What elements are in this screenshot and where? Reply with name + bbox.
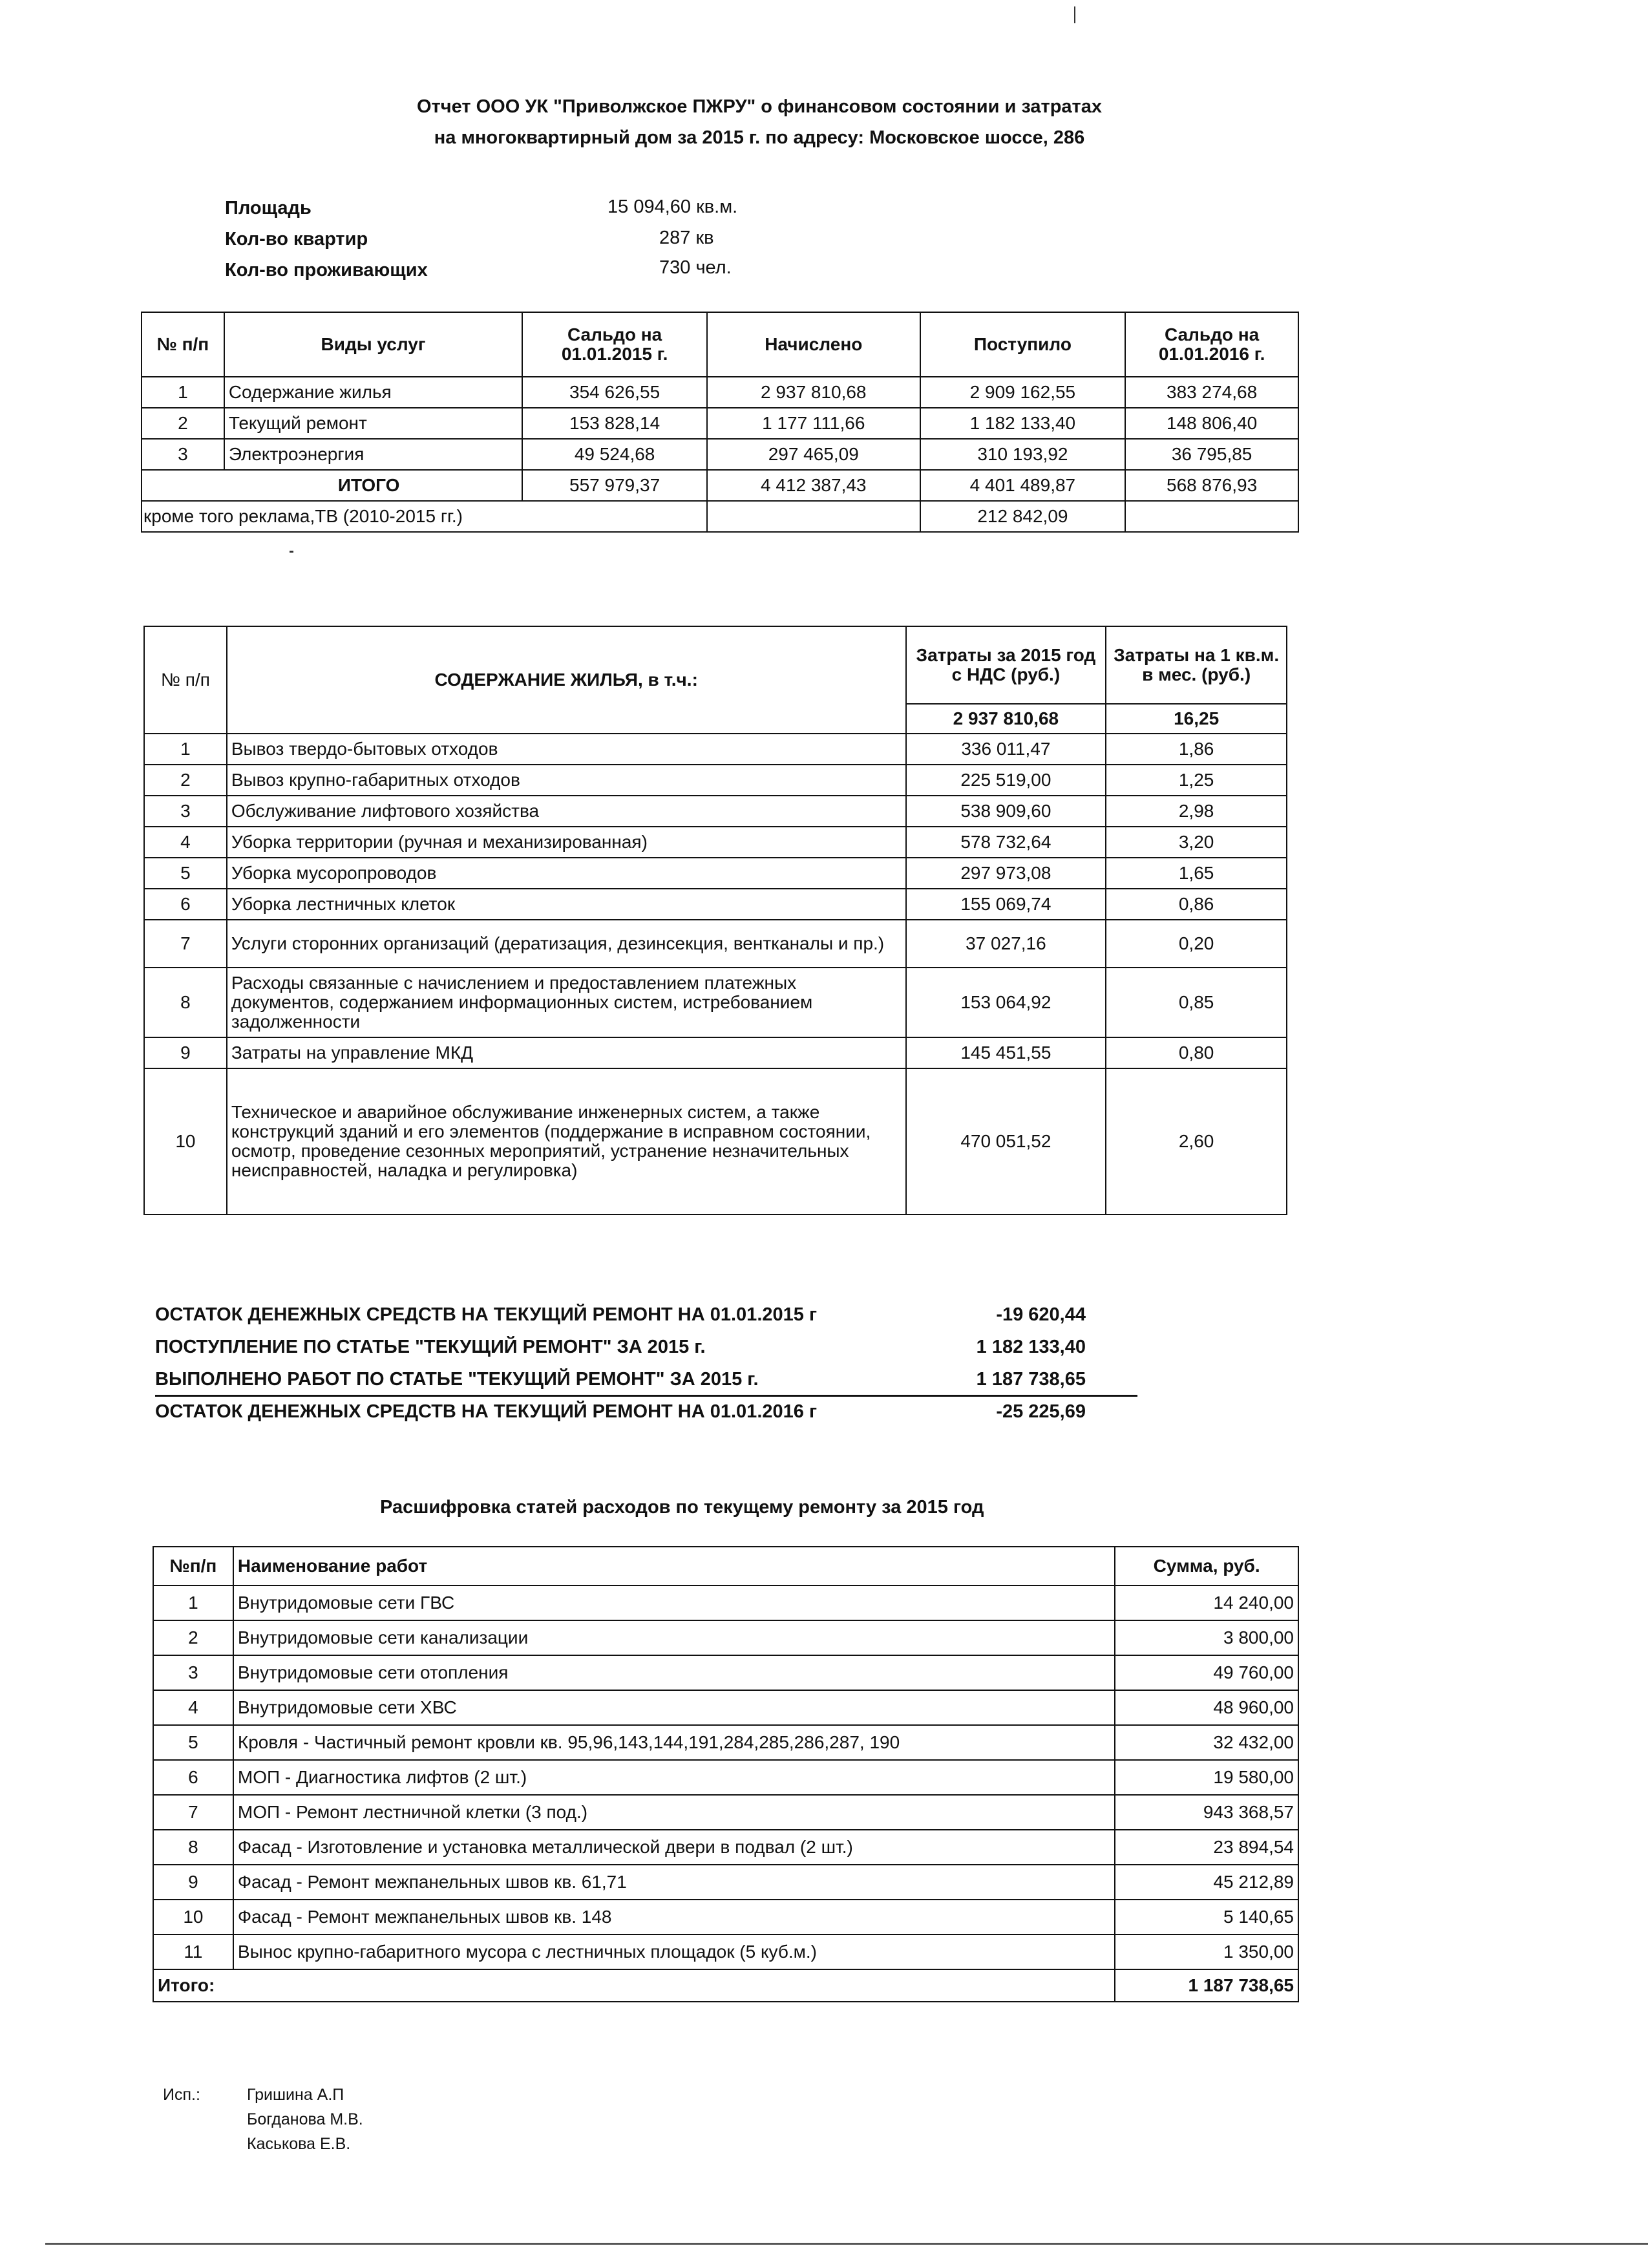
work-sum: 23 894,54 (1115, 1830, 1298, 1865)
row-number: 3 (144, 796, 227, 827)
work-sum: 943 368,57 (1115, 1795, 1298, 1830)
report-title-line2: на многоквартирный дом за 2015 г. по адресу: Московское шоссе, 286 (434, 127, 1085, 148)
table-row (142, 439, 1298, 470)
item-name: Вывоз твердо-бытовых отходов (227, 734, 906, 765)
table-row (144, 734, 1287, 765)
received: 1 182 133,40 (920, 408, 1126, 439)
received: 2 909 162,55 (920, 377, 1126, 408)
row-number: 4 (144, 827, 227, 858)
row-number: 10 (144, 1068, 227, 1214)
table-row (144, 827, 1287, 858)
work-sum: 45 212,89 (1115, 1865, 1298, 1900)
row-number: 6 (144, 889, 227, 920)
signers-label: Исп.: (163, 2086, 200, 2104)
table-row (153, 1585, 1298, 1620)
work-sum: 5 140,65 (1115, 1900, 1298, 1934)
residents-label: Кол-во проживающих (225, 260, 428, 281)
work-name: Внутридомовые сети канализации (233, 1620, 1115, 1655)
repair-balance-start-value: -19 620,44 (996, 1304, 1086, 1325)
work-name: Вынос крупно-габаритного мусора с лестничных площадок (5 куб.м.) (233, 1934, 1115, 1969)
work-sum: 48 960,00 (1115, 1690, 1298, 1725)
work-sum: 14 240,00 (1115, 1585, 1298, 1620)
item-name: Уборка территории (ручная и механизированная) (227, 827, 906, 858)
maint-header-n: № п/п (144, 626, 227, 734)
work-sum: 1 350,00 (1115, 1934, 1298, 1969)
table-row (144, 920, 1287, 968)
summary-header-charged: Начислено (707, 312, 920, 377)
summary-total-row (142, 470, 1298, 501)
repair-balance-end-label: ОСТАТОК ДЕНЕЖНЫХ СРЕДСТВ НА ТЕКУЩИЙ РЕМОНТ НА 01.01.2016 г (155, 1401, 818, 1422)
maint-header-per-m2: Затраты на 1 кв.м. в мес. (руб.) (1106, 626, 1287, 704)
table-row (153, 1620, 1298, 1655)
item-year: 297 973,08 (906, 858, 1106, 889)
item-year: 155 069,74 (906, 889, 1106, 920)
row-number: 4 (153, 1690, 233, 1725)
extra-label: кроме того реклама,ТВ (2010-2015 гг.) (142, 501, 707, 532)
total-received: 4 401 489,87 (920, 470, 1126, 501)
work-sum: 32 432,00 (1115, 1725, 1298, 1760)
repair-balance-start-label: ОСТАТОК ДЕНЕЖНЫХ СРЕДСТВ НА ТЕКУЩИЙ РЕМОНТ НА 01.01.2015 г (155, 1304, 818, 1325)
item-year: 225 519,00 (906, 765, 1106, 796)
summary-table (141, 312, 1299, 533)
item-year: 470 051,52 (906, 1068, 1106, 1214)
item-per-m2: 3,20 (1106, 827, 1287, 858)
balance-2015: 153 828,14 (522, 408, 707, 439)
row-number: 8 (153, 1830, 233, 1865)
table-row (153, 1760, 1298, 1795)
maint-header-year: Затраты за 2015 год с НДС (руб.) (906, 626, 1106, 704)
table-row (142, 377, 1298, 408)
repairs-table (153, 1546, 1299, 2002)
item-per-m2: 1,25 (1106, 765, 1287, 796)
table-row (153, 1690, 1298, 1725)
work-name: Фасад - Ремонт межпанельных швов кв. 61,71 (233, 1865, 1115, 1900)
item-year: 336 011,47 (906, 734, 1106, 765)
item-name: Техническое и аварийное обслуживание инженерных систем, а также конструкций зданий и его элементов (поддержание в исправном состоянии, осмотр, проведение сезонных мероприятий, устранение незначительных неисправностей, наладка и регулировка) (227, 1068, 906, 1214)
maintenance-table (143, 626, 1287, 1215)
signer-name: Каськова Е.В. (247, 2135, 351, 2153)
repairs-header-n: №п/п (153, 1547, 233, 1585)
table-row (144, 1068, 1287, 1214)
total-label: ИТОГО (142, 470, 522, 501)
charged: 297 465,09 (707, 439, 920, 470)
table-row (142, 408, 1298, 439)
signer-name: Гришина А.П (247, 2086, 344, 2104)
total-balance-2015: 557 979,37 (522, 470, 707, 501)
table-row (144, 968, 1287, 1037)
work-name: Внутридомовые сети ГВС (233, 1585, 1115, 1620)
table-row (153, 1795, 1298, 1830)
item-per-m2: 0,85 (1106, 968, 1287, 1037)
item-name: Затраты на управление МКД (227, 1037, 906, 1068)
area-value: 15 094,60 кв.м. (607, 196, 738, 217)
area-label: Площадь (225, 198, 312, 218)
extra-empty (707, 501, 920, 532)
repair-balance-start (155, 1300, 1137, 1330)
received: 310 193,92 (920, 439, 1126, 470)
row-number: 9 (144, 1037, 227, 1068)
row-number: 2 (142, 408, 224, 439)
scan-speck (290, 551, 293, 553)
total-balance-2016: 568 876,93 (1125, 470, 1298, 501)
table-row (144, 889, 1287, 920)
table-row (144, 1037, 1287, 1068)
table-row (144, 858, 1287, 889)
summary-header-balance-2016: Сальдо на 01.01.2016 г. (1125, 312, 1298, 377)
repair-balance-end (155, 1397, 1137, 1427)
balance-2016: 36 795,85 (1125, 439, 1298, 470)
item-per-m2: 0,86 (1106, 889, 1287, 920)
row-number: 3 (142, 439, 224, 470)
row-number: 2 (144, 765, 227, 796)
repair-income-label: ПОСТУПЛЕНИЕ ПО СТАТЬЕ "ТЕКУЩИЙ РЕМОНТ" ЗА 2015 г. (155, 1337, 706, 1357)
item-year: 145 451,55 (906, 1037, 1106, 1068)
item-name: Услуги сторонних организаций (дератизация, дезинсекция, вентканалы и пр.) (227, 920, 906, 968)
total-charged: 4 412 387,43 (707, 470, 920, 501)
service-name: Электроэнергия (224, 439, 522, 470)
row-number: 5 (144, 858, 227, 889)
row-number: 10 (153, 1900, 233, 1934)
maint-total-year: 2 937 810,68 (906, 704, 1106, 734)
row-number: 7 (144, 920, 227, 968)
row-number: 1 (142, 377, 224, 408)
repairs-header-sum: Сумма, руб. (1115, 1547, 1298, 1585)
repairs-header-name: Наименование работ (233, 1547, 1115, 1585)
table-row (153, 1655, 1298, 1690)
balance-2016: 148 806,40 (1125, 408, 1298, 439)
row-number: 5 (153, 1725, 233, 1760)
work-sum: 49 760,00 (1115, 1655, 1298, 1690)
repair-balance-end-value: -25 225,69 (996, 1401, 1086, 1422)
row-number: 3 (153, 1655, 233, 1690)
summary-extra-row (142, 501, 1298, 532)
scan-speck (1074, 6, 1075, 23)
work-name: Фасад - Изготовление и установка металлической двери в подвал (2 шт.) (233, 1830, 1115, 1865)
table-row (153, 1934, 1298, 1969)
signer-name: Богданова М.В. (247, 2110, 363, 2128)
charged: 2 937 810,68 (707, 377, 920, 408)
row-number: 8 (144, 968, 227, 1037)
repairs-total-sum: 1 187 738,65 (1115, 1969, 1298, 2002)
item-name: Вывоз крупно-габаритных отходов (227, 765, 906, 796)
residents-value: 730 чел. (659, 257, 732, 278)
extra-empty (1125, 501, 1298, 532)
item-year: 153 064,92 (906, 968, 1106, 1037)
row-number: 6 (153, 1760, 233, 1795)
row-number: 2 (153, 1620, 233, 1655)
summary-header-balance-2015: Сальдо на 01.01.2015 г. (522, 312, 707, 377)
maint-total-per-m2: 16,25 (1106, 704, 1287, 734)
item-name: Расходы связанные с начислением и предоставлением платежных документов, содержанием информационных систем, истребованием задолженности (227, 968, 906, 1037)
work-sum: 19 580,00 (1115, 1760, 1298, 1795)
repair-done-value: 1 187 738,65 (976, 1369, 1086, 1390)
row-number: 1 (144, 734, 227, 765)
summary-header-service: Виды услуг (224, 312, 522, 377)
item-per-m2: 1,65 (1106, 858, 1287, 889)
summary-header-n: № п/п (142, 312, 224, 377)
work-name: МОП - Ремонт лестничной клетки (3 под.) (233, 1795, 1115, 1830)
table-row (144, 765, 1287, 796)
row-number: 11 (153, 1934, 233, 1969)
table-row (153, 1900, 1298, 1934)
item-year: 538 909,60 (906, 796, 1106, 827)
report-title-line1: Отчет ООО УК "Приволжское ПЖРУ" о финансовом состоянии и затратах (416, 96, 1103, 117)
row-number: 9 (153, 1865, 233, 1900)
repair-done (155, 1365, 1137, 1397)
item-name: Уборка мусоропроводов (227, 858, 906, 889)
service-name: Текущий ремонт (224, 408, 522, 439)
item-per-m2: 1,86 (1106, 734, 1287, 765)
table-row (144, 796, 1287, 827)
table-row (153, 1865, 1298, 1900)
item-name: Обслуживание лифтового хозяйства (227, 796, 906, 827)
item-per-m2: 2,60 (1106, 1068, 1287, 1214)
charged: 1 177 111,66 (707, 408, 920, 439)
service-name: Содержание жилья (224, 377, 522, 408)
repairs-total-label: Итого: (153, 1969, 1115, 2002)
apartments-value: 287 кв (659, 228, 714, 248)
item-name: Уборка лестничных клеток (227, 889, 906, 920)
scan-edge-line (45, 2243, 1648, 2245)
work-name: Фасад - Ремонт межпанельных швов кв. 148 (233, 1900, 1115, 1934)
balance-2015: 354 626,55 (522, 377, 707, 408)
row-number: 7 (153, 1795, 233, 1830)
apartments-label: Кол-во квартир (225, 229, 368, 249)
work-name: Внутридомовые сети ХВС (233, 1690, 1115, 1725)
repairs-title: Расшифровка статей расходов по текущему ремонту за 2015 год (380, 1497, 984, 1518)
item-per-m2: 2,98 (1106, 796, 1287, 827)
table-row (153, 1830, 1298, 1865)
item-per-m2: 0,80 (1106, 1037, 1287, 1068)
item-year: 578 732,64 (906, 827, 1106, 858)
repair-income (155, 1333, 1137, 1362)
repair-done-label: ВЫПОЛНЕНО РАБОТ ПО СТАТЬЕ "ТЕКУЩИЙ РЕМОНТ" ЗА 2015 г. (155, 1369, 759, 1390)
work-name: Кровля - Частичный ремонт кровли кв. 95,96,143,144,191,284,285,286,287, 190 (233, 1725, 1115, 1760)
balance-2016: 383 274,68 (1125, 377, 1298, 408)
work-sum: 3 800,00 (1115, 1620, 1298, 1655)
table-row (153, 1725, 1298, 1760)
extra-received: 212 842,09 (920, 501, 1126, 532)
row-number: 1 (153, 1585, 233, 1620)
balance-2015: 49 524,68 (522, 439, 707, 470)
item-year: 37 027,16 (906, 920, 1106, 968)
maint-header-name: СОДЕРЖАНИЕ ЖИЛЬЯ, в т.ч.: (227, 626, 906, 734)
work-name: МОП - Диагностика лифтов (2 шт.) (233, 1760, 1115, 1795)
repair-income-value: 1 182 133,40 (976, 1337, 1086, 1357)
work-name: Внутридомовые сети отопления (233, 1655, 1115, 1690)
repairs-total-row (153, 1969, 1298, 2002)
item-per-m2: 0,20 (1106, 920, 1287, 968)
summary-header-received: Поступило (920, 312, 1126, 377)
